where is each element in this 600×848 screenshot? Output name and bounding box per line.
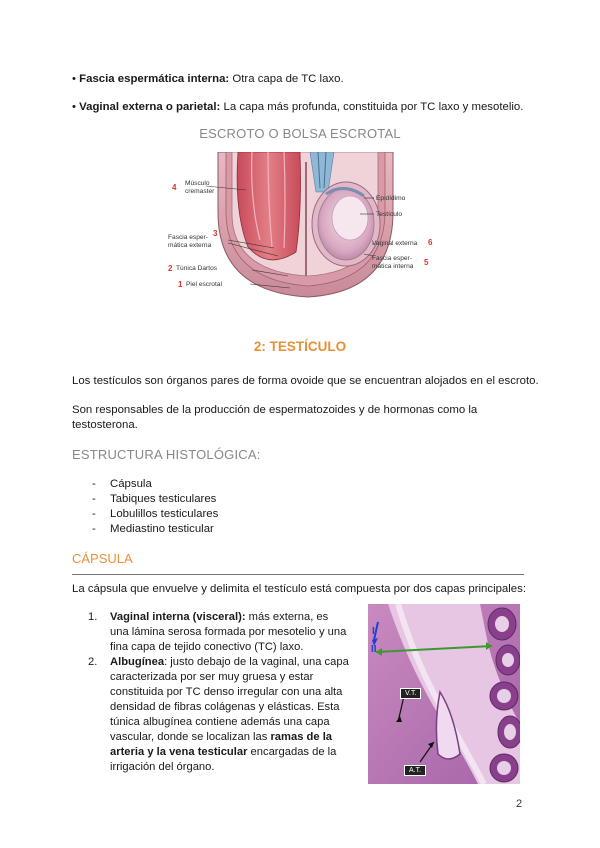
bullet-fascia-interna: • Fascia espermática interna: Otra capa de TC laxo. <box>72 73 344 85</box>
figure-number-4: 4 <box>172 183 177 192</box>
emphasis: ramas de la arteria y la vena testicular <box>110 731 333 758</box>
term: Albugínea <box>110 656 165 668</box>
label-piel-escrotal: Piel escrotal <box>186 281 222 288</box>
histology-image <box>368 604 520 784</box>
estructura-heading: ESTRUCTURA HISTOLÓGICA: <box>72 447 261 462</box>
list-item: - Lobulillos testiculares <box>90 507 390 522</box>
figure-number-3: 3 <box>213 229 218 238</box>
figure-number-6: 6 <box>428 238 433 247</box>
definition: más externa, es una lámina serosa formada por mesotelio y una fina capa de tejido conectivo (TC) laxo. <box>110 611 347 653</box>
label-vaginal-externa: Vaginal externa <box>372 240 418 247</box>
bullet-vaginal-externa: • Vaginal externa o parietal: La capa más profunda, constituida por TC laxo y mesotelio. <box>72 101 524 113</box>
list-item-albuginea <box>88 655 350 775</box>
label-i: I <box>372 626 375 637</box>
definition-end: encargadas de la irrigación del órgano. <box>110 746 337 773</box>
label-ii: II <box>371 644 377 655</box>
label-tunica-dartos: Túnica Dartos <box>176 265 218 272</box>
escroto-title: ESCROTO O BOLSA ESCROTAL <box>199 126 401 141</box>
list-item: - Tabiques testiculares <box>90 492 390 507</box>
definition: : justo debajo de la vaginal, una capa caracterizada por ser muy gruesa y estar constituida por TC denso irregular con una alta densidad de fibras colágenas y elásticas. Esta túnica albugínea contiene además una capa vascular, donde se localizan las <box>110 656 349 743</box>
capsula-heading: CÁPSULA <box>72 551 133 566</box>
list-number: 2. <box>88 656 98 668</box>
label-fascia-espermatica-externa: Fascia esper- mática externa <box>168 234 212 249</box>
list-item: - Mediastino testicular <box>90 522 390 537</box>
label-at: A.T. <box>404 765 426 776</box>
paragraph-organos-pares: Los testículos son órganos pares de forma ovoide que se encuentran alojados en el escroto. <box>72 375 539 387</box>
label-testiculo: Testículo <box>376 211 403 218</box>
page-number: 2 <box>516 798 523 810</box>
label-musculo-cremaster: Músculo cremaster <box>185 180 215 195</box>
list-number: 1. <box>88 611 98 623</box>
list-item-vaginal-interna <box>88 610 350 655</box>
scrotum-drawing <box>168 152 443 302</box>
definition: Otra capa de TC laxo. <box>229 73 344 85</box>
term: Fascia espermática interna: <box>79 73 230 85</box>
testiculo-heading: 2: TESTÍCULO <box>253 339 347 354</box>
paragraph-responsables: Son responsables de la producción de espermatozoides y de hormonas como la testosterona. <box>72 404 478 431</box>
scrotum-illustration <box>168 152 443 302</box>
figure-number-2: 2 <box>168 264 173 273</box>
capsula-intro: La cápsula que envuelve y delimita el testículo está compuesta por dos capas principales: <box>72 583 526 595</box>
figure-number-5: 5 <box>424 258 429 267</box>
list-item: - Cápsula <box>90 477 390 492</box>
term: Vaginal externa o parietal: <box>79 101 221 113</box>
label-vt: V.T. <box>400 688 421 699</box>
figure-number-1: 1 <box>178 280 183 289</box>
label-epididimo: Epidídimo <box>376 195 406 202</box>
term: Vaginal interna (visceral): <box>110 611 246 623</box>
capsula-layers-list <box>88 610 350 775</box>
histology-drawing <box>368 604 520 784</box>
estructura-list <box>90 477 390 537</box>
section-divider <box>72 574 524 575</box>
definition: La capa más profunda, constituida por TC laxo y mesotelio. <box>220 101 524 113</box>
label-fascia-espermatica-interna: Fascia esper- mática interna <box>372 255 414 270</box>
